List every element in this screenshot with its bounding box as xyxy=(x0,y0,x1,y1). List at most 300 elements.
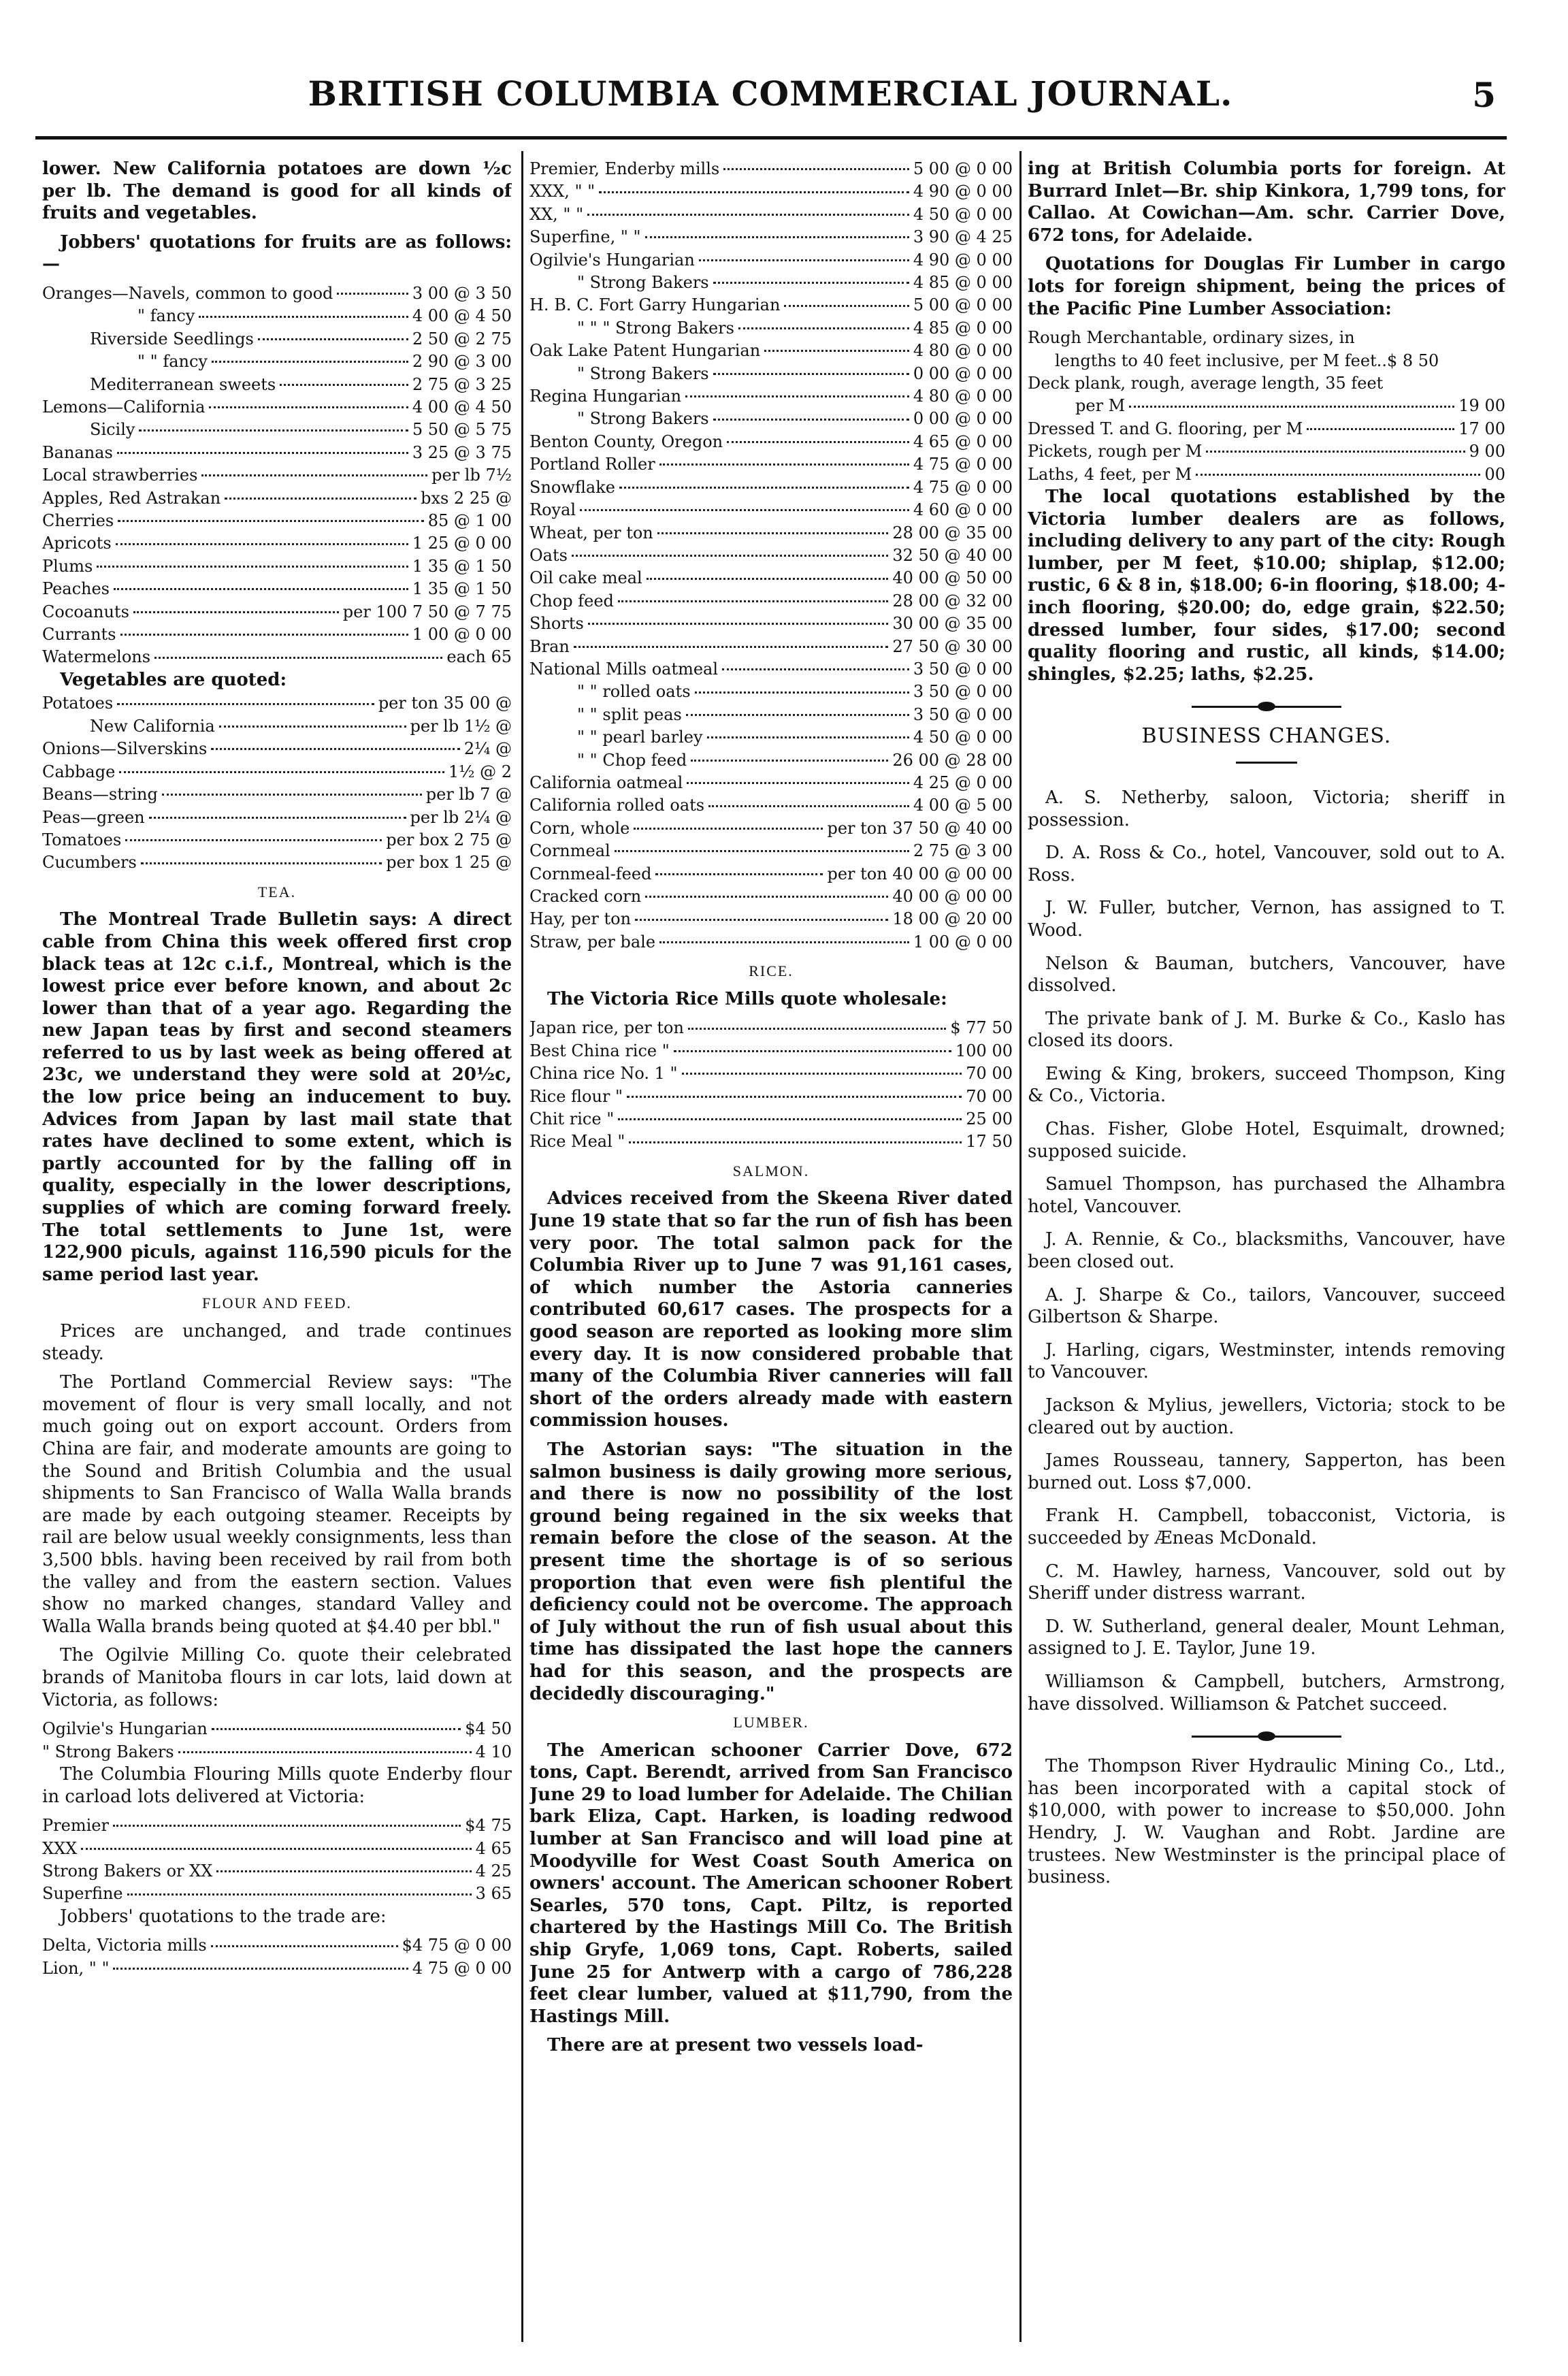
price-label: China rice No. 1 " xyxy=(529,1064,678,1084)
flour-feed-price-list xyxy=(529,158,1013,954)
price-row xyxy=(529,317,1013,340)
price-label: Mediterranean sweets xyxy=(90,374,276,394)
price-row xyxy=(529,453,1013,476)
price-row xyxy=(529,476,1013,499)
leader-dots xyxy=(645,236,909,238)
fruit-price-list xyxy=(42,282,512,669)
leader-dots xyxy=(113,1968,408,1970)
leader-dots xyxy=(635,919,888,921)
price-label: Rice Meal " xyxy=(529,1132,625,1152)
price-value: 3 65 xyxy=(475,1884,512,1904)
price-label: Local strawberries xyxy=(42,466,198,485)
price-row xyxy=(42,396,512,419)
price-row xyxy=(529,794,1013,817)
column-one xyxy=(42,158,512,2335)
price-label: Bananas xyxy=(42,442,113,462)
price-label: Tomatoes xyxy=(42,830,122,849)
price-label: Rice flour " xyxy=(529,1086,623,1106)
flour-article-1: Prices are unchanged, and trade continues steady. xyxy=(42,1321,512,1364)
price-label: Apples, Red Astrakan xyxy=(42,488,221,508)
leader-dots xyxy=(141,862,382,864)
price-row xyxy=(42,738,512,760)
price-value: 4 60 @ 0 00 xyxy=(913,500,1013,520)
leader-dots xyxy=(588,623,889,625)
leader-dots xyxy=(707,736,909,738)
salmon-article-1: Advices received from the Skeena River dated June 19 state that so far the run of fish has been very poor. The total salmon pack for the Columbia River up to June 7 was 91,161 cases, of which number the Astoria canneries contributed 60,617 cases. The prospects for a good season are reported as looking more slim every day. It is now considered probable that many of the Columbia River canneries will fall short of the orders already made with eastern commission houses. xyxy=(529,1188,1013,1431)
business-change-item: Nelson & Bauman, butchers, Vancouver, have dissolved. xyxy=(1028,953,1505,996)
local-lumber-quotes: The local quotations established by the Victoria lumber dealers are as follows, including delivery to any part of the city: Rough lumber, per M feet, $10.00; shiplap, $12.00; rustic, 6 & 8 in, $18.00; 6-in flooring, $18.00; 4-inch flooring, $20.00; do, edge grain, $22.50; dressed lumber, four sides, $17.00; second quality flooring and rustic, all kinds, $14.00; shingles, $2.25; laths, $2.25. xyxy=(1028,487,1505,685)
price-row xyxy=(529,885,1013,908)
leader-dots xyxy=(97,566,408,568)
leader-dots xyxy=(587,214,909,216)
leader-dots xyxy=(1307,428,1454,430)
leader-dots xyxy=(119,771,444,773)
price-label: " Strong Bakers xyxy=(577,273,709,293)
lumber-article-1: The American schooner Carrier Dove, 672 tons, Capt. Berendt, arrived from San Francisco June 29 to load lumber for Adelaide. The Chilian bark Eliza, Capt. Harken, is loading redwood lumber at San Francisco and will load pine at Moodyville for West Coast South America on owners' account. The American schooner Robert Searles, 570 tons, Capt. Piltz, is reported chartered by the Hastings Mill Co. The British ship Gryfe, 1,069 tons, Capt. Roberts, sailed June 25 for Antwerp with a cargo of 786,228 feet clear lumber, valued at $11,790, from the Hastings Mill. xyxy=(529,1740,1013,2027)
lumber-continued: ing at British Columbia ports for foreign. At Burrard Inlet—Br. ship Kinkora, 1,799 tons, for Callao. At Cowichan—Am. schr. Carrier Dove, 672 tons, for Adelaide. xyxy=(1028,159,1505,246)
jobbers-price-list xyxy=(42,1934,512,1980)
leader-dots xyxy=(149,817,406,819)
leader-dots xyxy=(216,1870,471,1872)
leader-dots xyxy=(655,873,823,875)
column-divider-right xyxy=(1019,151,1022,2342)
price-label: Oak Lake Patent Hungarian xyxy=(529,341,761,361)
business-changes-title: BUSINESS CHANGES. xyxy=(1141,724,1392,749)
price-label: " Strong Bakers xyxy=(577,363,709,383)
leader-dots xyxy=(219,726,406,728)
price-label: Cocoanuts xyxy=(42,602,129,621)
price-label: H. B. C. Fort Garry Hungarian xyxy=(529,295,781,315)
flour-heading: FLOUR AND FEED. xyxy=(201,1295,353,1312)
price-value: 4 85 @ 0 00 xyxy=(913,273,1013,293)
price-value: 18 00 @ 20 00 xyxy=(892,909,1013,929)
price-row xyxy=(529,704,1013,726)
leader-dots xyxy=(618,600,888,602)
price-label: Watermelons xyxy=(42,647,151,667)
price-label: Premier xyxy=(42,1816,109,1836)
price-row xyxy=(529,544,1013,567)
tea-article: The Montreal Trade Bulletin says: A direct cable from China this week offered first crop black teas at 12c c.i.f., Montreal, which is the lowest price ever before known, and about 2c lower than that of a year ago. Regarding the new Japan teas by first and second steamers referred to us by last week as being offered at 23c, we understand they were sold at 20½c, the low price being an inducement to buy. Advices from Japan by last mail state that rates have declined to some extent, which is partly accounted for by the falling off in quality, especially in the lower descriptions, supplies of which are coming forward freely. The total settlements to June 1st, were 122,900 piculs, against 116,590 piculs for the same period last year. xyxy=(42,909,512,1285)
price-row xyxy=(529,408,1013,430)
price-row xyxy=(42,351,512,373)
price-value: 4 90 @ 0 00 xyxy=(913,182,1013,201)
flour-article-3: The Ogilvie Milling Co. quote their celebrated brands of Manitoba flours in car lots, laid down at Victoria, as follows: xyxy=(42,1645,512,1710)
leader-dots xyxy=(225,498,416,500)
price-value: 4 75 @ 0 00 xyxy=(913,455,1013,474)
price-label: Cracked corn xyxy=(529,887,642,906)
price-value: 3 50 @ 0 00 xyxy=(913,659,1013,679)
price-value: 70 00 xyxy=(966,1064,1013,1084)
price-row xyxy=(42,578,512,600)
price-value: 00 xyxy=(1484,464,1505,484)
price-label: Chit rice " xyxy=(529,1109,615,1129)
price-row xyxy=(1028,418,1505,440)
price-label: Cabbage xyxy=(42,762,116,781)
leader-dots xyxy=(574,646,888,648)
price-row xyxy=(529,226,1013,248)
price-label: Lemons—California xyxy=(42,397,206,417)
leader-dots xyxy=(572,555,888,557)
leader-dots xyxy=(120,634,408,636)
price-label: Straw, per bale xyxy=(529,932,656,951)
price-row xyxy=(42,692,512,715)
price-value: 1½ @ 2 xyxy=(448,762,512,781)
price-value: 0 00 @ 0 00 xyxy=(913,363,1013,383)
price-value: 4 50 @ 0 00 xyxy=(913,728,1013,747)
price-row xyxy=(42,807,512,829)
salmon-article-2: The Astorian says: "The situation in the salmon business is daily growing more serious, and there is now no possibility of the lost ground being regained in the six weeks that remain before the close of the season. At the present time the shortage is of so serious proportion that even were fish plentiful the deficiency could not be overcome. The approach of July without the run of fish usual about this time has dissipated the last hope the canners had for this season, and the prospects are decidedly discouraging." xyxy=(529,1439,1013,1704)
leader-dots xyxy=(685,395,909,397)
price-value: 3 00 @ 3 50 xyxy=(412,283,512,303)
price-label: Peas—green xyxy=(42,807,145,827)
price-row xyxy=(42,532,512,555)
price-row xyxy=(42,464,512,487)
leader-dots xyxy=(127,1893,472,1895)
price-label: " " rolled oats xyxy=(577,682,691,702)
price-value: per lb 7½ xyxy=(431,466,512,485)
leader-dots xyxy=(686,714,909,716)
leader-dots xyxy=(674,1050,951,1052)
rice-price-list xyxy=(529,1017,1013,1153)
leader-dots xyxy=(125,839,382,841)
salmon-heading: SALMON. xyxy=(732,1162,810,1179)
price-row xyxy=(42,1741,512,1763)
leader-dots xyxy=(691,760,888,762)
price-value: 2 75 @ 3 25 xyxy=(412,374,512,394)
price-value: 40 00 @ 50 00 xyxy=(892,568,1013,588)
price-row xyxy=(529,499,1013,521)
fir-price-list xyxy=(1028,395,1505,486)
price-value: 28 00 @ 32 00 xyxy=(892,591,1013,611)
price-row xyxy=(529,272,1013,294)
price-value: each 65 xyxy=(446,647,512,667)
price-label: Royal xyxy=(529,500,576,520)
price-label: " " " Strong Bakers xyxy=(577,318,734,338)
price-row xyxy=(529,522,1013,544)
price-value: 4 75 @ 0 00 xyxy=(412,1958,512,1978)
business-change-item: James Rousseau, tannery, Sapperton, has been burned out. Loss $7,000. xyxy=(1028,1450,1505,1493)
fir-line-2a: Deck plank, rough, average length, 35 feet xyxy=(1028,373,1384,393)
business-change-item: Ewing & King, brokers, succeed Thompson, King & Co., Victoria. xyxy=(1028,1063,1505,1107)
price-value: per ton 37 50 @ 40 00 xyxy=(827,818,1013,838)
business-change-item: D. W. Sutherland, general dealer, Mount Lehman, assigned to J. E. Taylor, June 19. xyxy=(1028,1616,1505,1659)
leader-dots xyxy=(118,520,424,522)
price-row xyxy=(42,1814,512,1837)
price-value: $4 50 xyxy=(465,1719,512,1739)
leader-dots xyxy=(619,487,909,489)
leader-dots xyxy=(162,794,422,796)
price-label: Plums xyxy=(42,556,93,576)
price-value: 4 25 xyxy=(475,1861,512,1881)
price-value: 30 00 @ 35 00 xyxy=(892,614,1013,634)
price-value: per box 1 25 @ xyxy=(386,853,512,873)
price-row xyxy=(529,1062,1013,1085)
price-row xyxy=(42,1934,512,1957)
price-row xyxy=(42,328,512,351)
price-row xyxy=(529,431,1013,453)
business-change-item: Williamson & Campbell, butchers, Armstrong, have dissolved. Williamson & Patchet succeed. xyxy=(1028,1671,1505,1714)
price-label: Pickets, rough per M xyxy=(1028,442,1203,461)
price-row xyxy=(42,761,512,783)
vegetable-price-list xyxy=(42,692,512,874)
price-row xyxy=(42,282,512,305)
rice-heading: RICE. xyxy=(749,962,794,980)
price-value: 4 85 @ 0 00 xyxy=(913,318,1013,338)
mining-company-notice: The Thompson River Hydraulic Mining Co., Ltd., has been incorporated with a capital stock of $10,000, with power to increase to $50,000. John Hendry, J. W. Vaughan and Robt. Jardine are trustees. New Westminster is the principal place of business. xyxy=(1028,1756,1505,1888)
price-value: per lb 2¼ @ xyxy=(410,807,512,827)
price-row xyxy=(42,623,512,646)
lumber-article-2: There are at present two vessels load- xyxy=(547,2035,924,2056)
leader-dots xyxy=(695,691,909,694)
price-value: 3 25 @ 3 75 xyxy=(412,442,512,462)
leader-dots xyxy=(713,419,909,421)
price-row xyxy=(529,340,1013,362)
price-label: Potatoes xyxy=(42,694,114,713)
flour-article-2: The Portland Commercial Review says: "The movement of flour is very small locally, and not much going out on export account. Orders from China are fair, and moderate amounts are going to the Sound and British Columbia and the usual shipments to San Francisco of Walla Walla brands are made by each outgoing steamer. Receipts by rail are below usual weekly consignments, less than 3,500 bbls. having been received by rail from both the valley and from the eastern section. Values show no marked changes, standard Valley and Walla Walla brands being quoted at $4.40 per bbl." xyxy=(42,1372,512,1637)
leader-dots xyxy=(708,805,909,807)
leader-dots xyxy=(199,316,408,318)
price-value: per ton 40 00 @ 00 00 xyxy=(827,864,1013,883)
leader-dots xyxy=(627,1096,962,1098)
price-label: National Mills oatmeal xyxy=(529,659,719,679)
price-value: per lb 1½ @ xyxy=(410,716,512,736)
leader-dots xyxy=(209,406,408,408)
price-value: 4 65 @ 0 00 xyxy=(913,432,1013,451)
price-row xyxy=(529,1108,1013,1130)
lumber-heading: LUMBER. xyxy=(733,1714,809,1731)
price-row xyxy=(42,305,512,327)
price-row xyxy=(529,1017,1013,1039)
business-change-item: J. A. Rennie, & Co., blacksmiths, Vancouver, have been closed out. xyxy=(1028,1229,1505,1273)
price-label: " Strong Bakers xyxy=(42,1742,174,1761)
leader-dots xyxy=(81,1848,471,1850)
price-value: 17 00 xyxy=(1458,419,1505,438)
price-row xyxy=(42,1838,512,1860)
price-value: 5 50 @ 5 75 xyxy=(412,420,512,440)
price-value: per box 2 75 @ xyxy=(386,830,512,849)
price-value: $4 75 xyxy=(465,1816,512,1836)
price-row xyxy=(42,510,512,532)
price-value: 28 00 @ 35 00 xyxy=(892,523,1013,542)
header-rule xyxy=(35,136,1507,140)
leader-dots xyxy=(116,543,408,545)
price-row xyxy=(42,1957,512,1980)
price-row xyxy=(529,772,1013,794)
price-value: 4 00 @ 4 50 xyxy=(412,306,512,326)
business-change-item: A. J. Sharpe & Co., tailors, Vancouver, succeed Gilbertson & Sharpe. xyxy=(1028,1284,1505,1328)
price-value: 9 00 xyxy=(1469,442,1505,461)
price-row xyxy=(529,681,1013,703)
price-label: Chop feed xyxy=(529,591,614,611)
price-row xyxy=(529,817,1013,840)
price-row xyxy=(529,931,1013,954)
price-value: 3 50 @ 0 00 xyxy=(913,682,1013,702)
price-row xyxy=(529,726,1013,749)
price-value: per lb 7 @ xyxy=(425,785,512,804)
price-label: " " pearl barley xyxy=(577,728,703,747)
price-row xyxy=(529,749,1013,772)
leader-dots xyxy=(258,338,408,340)
business-change-item: A. S. Netherby, saloon, Victoria; sheriff in possession. xyxy=(1028,787,1505,830)
leader-dots xyxy=(133,611,339,613)
price-label: Shorts xyxy=(529,614,584,634)
price-row xyxy=(529,385,1013,408)
leader-dots xyxy=(688,1028,946,1030)
price-value: 4 80 @ 0 00 xyxy=(913,387,1013,406)
price-row xyxy=(42,1860,512,1883)
price-label: XX, " " xyxy=(529,204,584,224)
price-value: $ 77 50 xyxy=(950,1018,1013,1038)
price-value: 19 00 xyxy=(1458,396,1505,416)
price-label: Snowflake xyxy=(529,477,615,497)
price-row xyxy=(42,851,512,874)
column-three xyxy=(1028,158,1505,2335)
masthead-title: BRITISH COLUMBIA COMMERCIAL JOURNAL. xyxy=(308,74,1233,114)
fir-line-1b: lengths to 40 feet inclusive, per M feet..$ 8 50 xyxy=(1055,351,1439,370)
price-row xyxy=(529,658,1013,681)
price-label: " fancy xyxy=(137,306,195,326)
leader-dots xyxy=(647,578,889,580)
leader-dots xyxy=(713,282,909,284)
price-label: Oil cake meal xyxy=(529,568,642,588)
price-row xyxy=(529,249,1013,272)
leader-dots xyxy=(713,373,909,375)
price-value: 25 00 xyxy=(966,1109,1013,1129)
price-label: Premier, Enderby mills xyxy=(529,159,720,178)
price-row xyxy=(529,840,1013,862)
price-row xyxy=(529,180,1013,203)
price-value: 17 50 xyxy=(966,1132,1013,1152)
page-header xyxy=(35,74,1505,121)
leader-dots xyxy=(178,1751,472,1753)
price-label: per M xyxy=(1075,396,1126,416)
price-label: " " fancy xyxy=(137,352,208,372)
column-two xyxy=(529,158,1013,2335)
price-value: 3 50 @ 0 00 xyxy=(913,704,1013,724)
price-row xyxy=(1028,463,1505,486)
price-row xyxy=(529,908,1013,930)
tea-heading: TEA. xyxy=(257,883,297,900)
ogilvie-price-list xyxy=(42,1718,512,1763)
leader-dots xyxy=(114,588,408,590)
leader-dots xyxy=(117,703,374,705)
leader-dots xyxy=(1196,474,1480,476)
price-row xyxy=(529,1040,1013,1062)
price-label: New California xyxy=(90,716,215,736)
price-label: " " Chop feed xyxy=(577,750,687,770)
flour-article-4: The Columbia Flouring Mills quote Enderby flour in carload lots delivered at Victoria: xyxy=(42,1763,512,1807)
market-intro: lower. New California potatoes are down ½c per lb. The demand is good for all kinds of fruits and vegetables. xyxy=(42,159,512,224)
price-row xyxy=(42,419,512,441)
price-value: 4 90 @ 0 00 xyxy=(913,250,1013,270)
leader-dots xyxy=(659,941,909,943)
price-row xyxy=(42,646,512,668)
price-value: 4 50 @ 0 00 xyxy=(913,204,1013,224)
price-value: 1 00 @ 0 00 xyxy=(913,932,1013,951)
price-row xyxy=(42,1883,512,1905)
leader-dots xyxy=(615,850,909,852)
vegetables-heading: Vegetables are quoted: xyxy=(60,669,287,690)
price-value: 100 00 xyxy=(956,1041,1013,1060)
price-row xyxy=(42,1718,512,1740)
price-label: Oats xyxy=(529,545,568,565)
price-label: " " split peas xyxy=(577,704,682,724)
leader-dots xyxy=(784,305,909,307)
price-label: Onions—Silverskins xyxy=(42,739,208,759)
price-row xyxy=(529,158,1013,180)
price-row xyxy=(529,613,1013,635)
price-label: Wheat, per ton xyxy=(529,523,653,542)
fruit-quotes-intro: Jobbers' quotations for fruits are as follows:— xyxy=(42,231,512,275)
leader-dots xyxy=(580,509,909,511)
price-value: 2 90 @ 3 00 xyxy=(412,352,512,372)
price-value: 4 25 @ 0 00 xyxy=(913,772,1013,792)
leader-dots xyxy=(682,1073,962,1075)
price-row xyxy=(42,715,512,738)
leader-dots xyxy=(280,384,408,386)
business-change-item: D. A. Ross & Co., hotel, Vancouver, sold out to A. Ross. xyxy=(1028,843,1505,885)
leader-dots xyxy=(727,441,909,443)
price-value: per 100 7 50 @ 7 75 xyxy=(342,602,512,621)
price-label: Ogilvie's Hungarian xyxy=(529,250,695,270)
leader-dots xyxy=(337,293,408,295)
price-label: Peaches xyxy=(42,579,110,599)
business-change-item: J. W. Fuller, butcher, Vernon, has assigned to T. Wood. xyxy=(1028,898,1505,941)
leader-dots xyxy=(113,1825,461,1827)
price-row xyxy=(42,374,512,396)
leader-dots xyxy=(154,657,442,659)
price-label: Cornmeal xyxy=(529,841,610,861)
price-row xyxy=(529,363,1013,385)
price-value: 4 75 @ 0 00 xyxy=(913,477,1013,497)
price-label: Hay, per ton xyxy=(529,909,632,929)
price-row xyxy=(42,783,512,806)
price-label: Regina Hungarian xyxy=(529,387,682,406)
price-value: bxs 2 25 @ xyxy=(421,488,512,508)
leader-dots xyxy=(738,327,909,329)
business-change-item: Frank H. Campbell, tobacconist, Victoria, is succeeded by Æneas McDonald. xyxy=(1028,1506,1505,1548)
price-value: 4 00 @ 4 50 xyxy=(412,397,512,417)
price-label: Best China rice " xyxy=(529,1041,670,1060)
price-label: Cornmeal-feed xyxy=(529,864,652,883)
price-label: Ogilvie's Hungarian xyxy=(42,1719,208,1739)
business-change-item: Chas. Fisher, Globe Hotel, Esquimalt, drowned; supposed suicide. xyxy=(1028,1119,1505,1162)
business-change-item: C. M. Hawley, harness, Vancouver, sold out by Sheriff under distress warrant. xyxy=(1028,1561,1505,1604)
price-value: 27 50 @ 30 00 xyxy=(892,636,1013,656)
price-label: Dressed T. and G. flooring, per M xyxy=(1028,419,1303,438)
price-label: Superfine, " " xyxy=(529,227,641,247)
price-value: 32 50 @ 40 00 xyxy=(892,545,1013,565)
leader-dots xyxy=(1129,406,1454,408)
price-label: Oranges—Navels, common to good xyxy=(42,283,333,303)
price-value: 26 00 @ 28 00 xyxy=(892,750,1013,770)
price-value: 1 25 @ 0 00 xyxy=(412,534,512,553)
price-label: California rolled oats xyxy=(529,796,705,815)
price-row xyxy=(529,590,1013,613)
price-label: Beans—string xyxy=(42,785,158,804)
leader-dots xyxy=(699,259,909,261)
price-label: Portland Roller xyxy=(529,455,655,474)
price-label: " Strong Bakers xyxy=(577,409,709,429)
price-row xyxy=(529,204,1013,226)
price-label: XXX xyxy=(42,1838,78,1858)
price-value: 2¼ @ xyxy=(463,739,512,759)
price-value: 5 00 @ 0 00 xyxy=(913,295,1013,315)
price-label: Lion, " " xyxy=(42,1958,110,1978)
price-label: Laths, 4 feet, per M xyxy=(1028,464,1192,484)
price-row xyxy=(1028,440,1505,463)
leader-dots xyxy=(764,350,909,352)
